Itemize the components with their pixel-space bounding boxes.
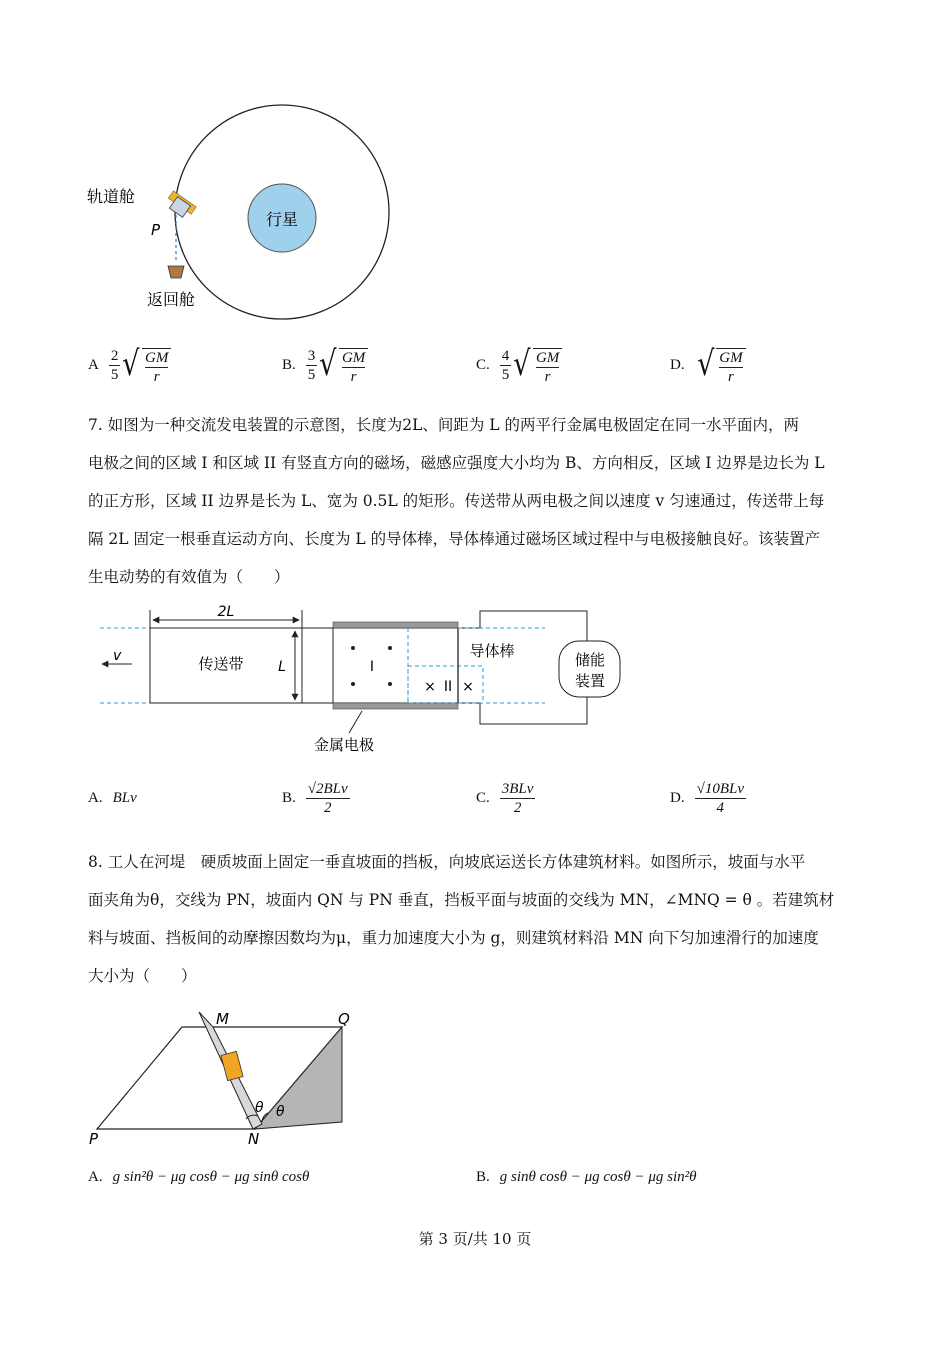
q7-line-3: 的正方形，区域 II 边界是长为 L、宽为 0.5L 的矩形。传送带从两电极之间以速度 v 匀速通过，传送带上每 (88, 492, 825, 510)
orbiter-icon (168, 191, 196, 217)
rod-label: 导体棒 (469, 642, 515, 660)
q7-option-b[interactable]: B. $\frac{\text{√2BLv}}{2}$ (282, 781, 348, 816)
q8-line-1: 8. 工人在河堤 硬质坡面上固定一垂直坡面的挡板，向坡底运送长方体建筑材料。如图所示，坡面与水平 (88, 853, 806, 871)
length-2l-label: 2L (217, 604, 235, 620)
q7-option-a[interactable]: A. BLv (88, 790, 137, 806)
theta-label-1: θ (255, 1100, 264, 1116)
point-m-label: M (216, 1010, 229, 1028)
storage-label-1: 储能 (574, 651, 606, 669)
q6-option-d[interactable]: D. √ GM r (670, 344, 746, 386)
q7-option-d[interactable]: D. $\frac{\text{√10BLv}}{4}$ (670, 781, 744, 816)
point-q-label: Q (338, 1010, 350, 1028)
slope-figure (85, 1005, 375, 1155)
orbit-figure (80, 95, 400, 335)
svg-text:×: × (424, 679, 436, 695)
q8-line-2: 面夹角为θ，交线为 PN，坡面内 QN 与 PN 垂直，挡板平面与坡面的交线为 MN，∠MNQ = θ 。若建筑材 (88, 891, 835, 909)
material-block (221, 1051, 243, 1080)
q8-line-3: 料与坡面、挡板间的动摩擦因数均为μ，重力加速度大小为 g，则建筑材料沿 MN 向下匀加速滑行的加速度 (88, 929, 819, 947)
q8-question (88, 843, 864, 995)
theta-label-2: θ (276, 1104, 285, 1120)
planet-label: 行星 (265, 210, 299, 229)
velocity-label: v (113, 648, 122, 664)
q6-option-c[interactable]: C. $\frac{4}{5}$ √ GM r (476, 344, 562, 386)
belt-label: 传送带 (198, 655, 244, 673)
q7-question (88, 406, 864, 596)
q7-line-1: 7. 如图为一种交流发电装置的示意图，长度为2L、间距为 L 的两平行金属电极固定在同一水平面内，两 (88, 416, 800, 434)
region-2-label: II (443, 679, 453, 695)
q7-line-2: 电极之间的区域 I 和区域 II 有竖直方向的磁场，磁感应强度大小均为 B、方向相反，区域 I 边界是边长为 L (88, 454, 825, 472)
q6-option-b[interactable]: B. $\frac{3}{5}$ √ GM r (282, 344, 368, 386)
q8-option-a[interactable]: A. g sin²θ − μg cosθ − μg sinθ cosθ (88, 1169, 310, 1185)
region-1-label: I (369, 659, 375, 675)
generator-figure (95, 600, 635, 760)
q8-line-4: 大小为（ ） (88, 967, 197, 985)
width-l-label: L (278, 659, 286, 675)
capsule-icon (168, 266, 184, 278)
q6-option-a[interactable]: A $\frac{2}{5}$ √ GM r (88, 344, 171, 386)
q7-option-c[interactable]: C. $\frac{\text{3BLv}}{2}$ (476, 781, 534, 816)
q7-line-5: 生电动势的有效值为（ ） (88, 568, 290, 586)
q8-option-b[interactable]: B. g sinθ cosθ − μg cosθ − μg sin²θ (476, 1169, 697, 1185)
storage-label-2: 装置 (574, 672, 606, 690)
point-p-label: P (89, 1130, 99, 1148)
point-p-label: P (151, 221, 161, 239)
page-footer: 第 3 页/共 10 页 (418, 1230, 532, 1248)
q7-line-4: 隔 2L 固定一根垂直运动方向、长度为 L 的导体棒，导体棒通过磁场区域过程中与电极接触良好。该装置产 (88, 530, 821, 548)
point-n-label: N (248, 1130, 260, 1148)
orbiter-label: 轨道舱 (87, 187, 136, 206)
svg-text:×: × (462, 679, 474, 695)
electrode-label: 金属电极 (313, 736, 375, 754)
capsule-label: 返回舱 (147, 290, 196, 309)
